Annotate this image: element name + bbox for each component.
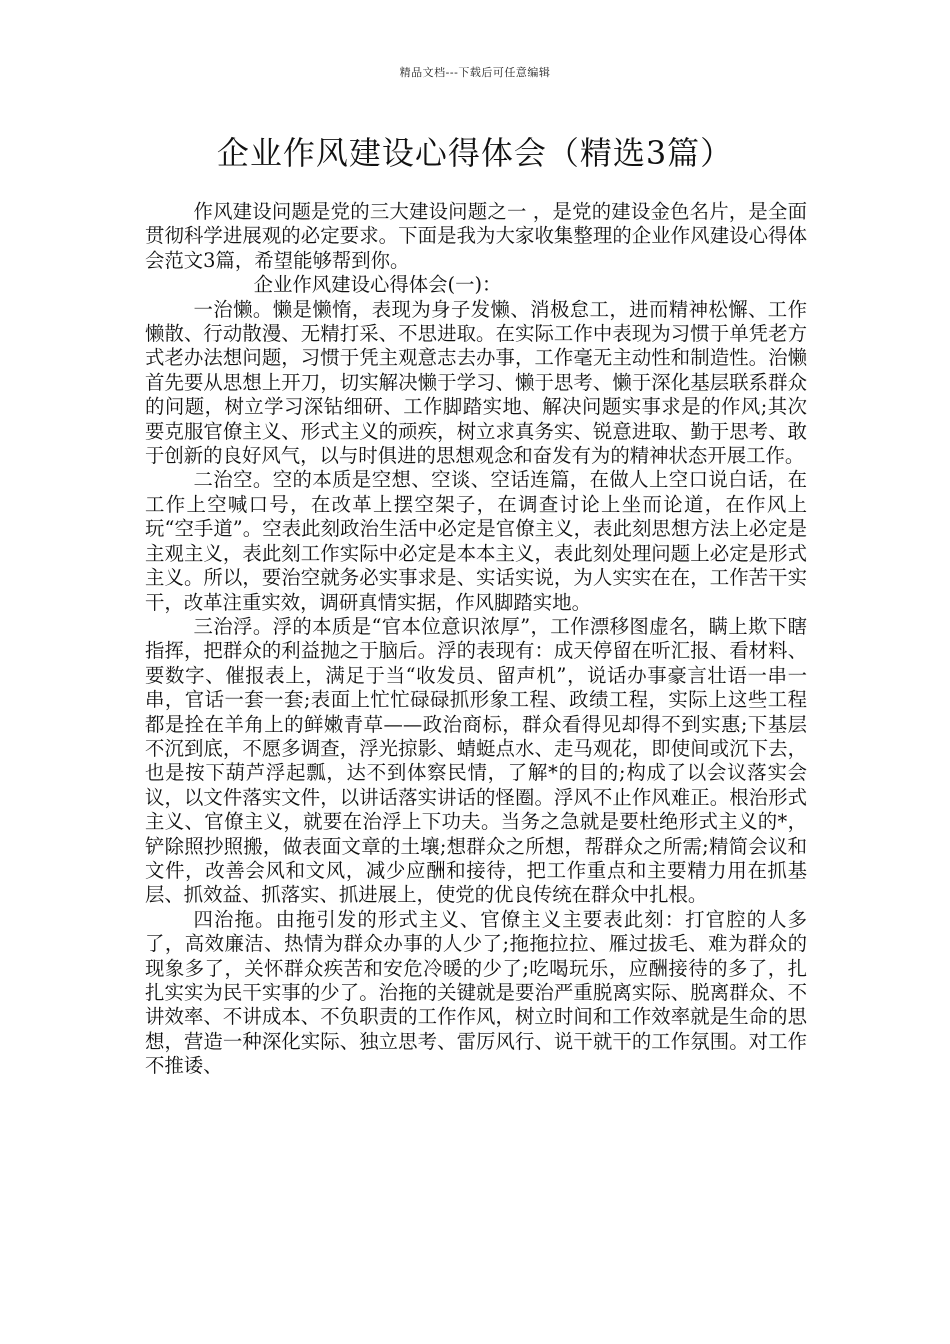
body-paragraph: 三治浮。浮的本质是“官本位意识浓厚”，工作漂移图虚名，瞒上欺下瞎指挥，把群众的利益抛之于脑后。浮的表现有：成天停留在听汇报、看材料、要数字、催报表上，满足于当“收发员、留声机”，说话办事豪言壮语一串一串，官话一套一套;表面上忙忙碌碌抓形象工程、政绩工程，实际上这些工程都是拴在羊角上的鲜嫩青草——政治商标，群众看得见却得不到实惠;下基层不沉到底，不愿多调查，浮光掠影、蜻蜓点水、走马观花，即使间或沉下去，也是按下葫芦浮起瓢，达不到体察民情，了解*的目的;构成了以会议落实会议，以文件落实文件，以讲话落实讲话的怪圈。浮风不止作风难正。根治形式主义、官僚主义，就要在治浮上下功夫。当务之急就是要杜绝形式主义的*，铲除照抄照搬，做表面文章的土壤;想群众之所想，帮群众之所需;精简会议和文件，改善会风和文风，减少应酬和接待，把工作重点和主要精力用在抓基层、抓效益、抓落实、抓进展上，使党的优良传统在群众中扎根。 — [145, 614, 807, 907]
intro-paragraph: 作风建设问题是党的三大建设问题之一 ，是党的建设金色名片，是全面贯彻科学进展观的必定要求。下面是我为大家收集整理的企业作风建设心得体会范文3篇，希望能够帮到你。 — [145, 200, 807, 272]
body-paragraph: 四治拖。由拖引发的形式主义、官僚主义主要表此刻：打官腔的人多了，高效廉洁、热情为群众办事的人少了;拖拖拉拉、雁过拔毛、难为群众的现象多了，关怀群众疾苦和安危冷暖的少了;吃喝玩乐，应酬接待的多了，扎扎实实为民干实事的少了。治拖的关键就是要治严重脱离实际、脱离群众、不讲效率、不讲成本、不负职责的工作作风，树立时间和工作效率就是生命的思想，营造一种深化实际、独立思考、雷厉风行、说干就干的工作氛围。对工作不推诿、 — [145, 907, 807, 1078]
document-title: 企业作风建设心得体会（精选3篇） — [216, 134, 734, 172]
body-paragraph: 一治懒。懒是懒惰，表现为身子发懒、消极怠工，进而精神松懈、工作懒散、行动散漫、无精打采、不思进取。在实际工作中表现为习惯于单凭老方式老办法想问题，习惯于凭主观意志去办事，工作毫无主动性和制造性。治懒首先要从思想上开刀，切实解决懒于学习、懒于思考、懒于深化基层联系群众的问题，树立学习深钻细研、工作脚踏实地、解决问题实事求是的作风;其次要克服官僚主义、形式主义的顽疾，树立求真务实、锐意进取、勤于思考、敢于创新的良好风气，以与时俱进的思想观念和奋发有为的精神状态开展工作。 — [145, 297, 807, 468]
document-body — [145, 200, 807, 1079]
header-note: 精品文档---下载后可任意编辑 — [399, 66, 551, 79]
section-heading: 企业作风建设心得体会(一)： — [253, 273, 502, 297]
body-paragraph: 二治空。空的本质是空想、空谈、空话连篇，在做人上空口说白话，在工作上空喊口号，在改革上摆空架子，在调查讨论上坐而论道，在作风上玩“空手道”。空表此刻政治生活中必定是官僚主义，表此刻思想方法上必定是主观主义，表此刻工作实际中必定是本本主义，表此刻处理问题上必定是形式主义。所以，要治空就务必实事求是、实话实说，为人实实在在，工作苦干实干，改革注重实效，调研真情实据，作风脚踏实地。 — [145, 468, 807, 614]
